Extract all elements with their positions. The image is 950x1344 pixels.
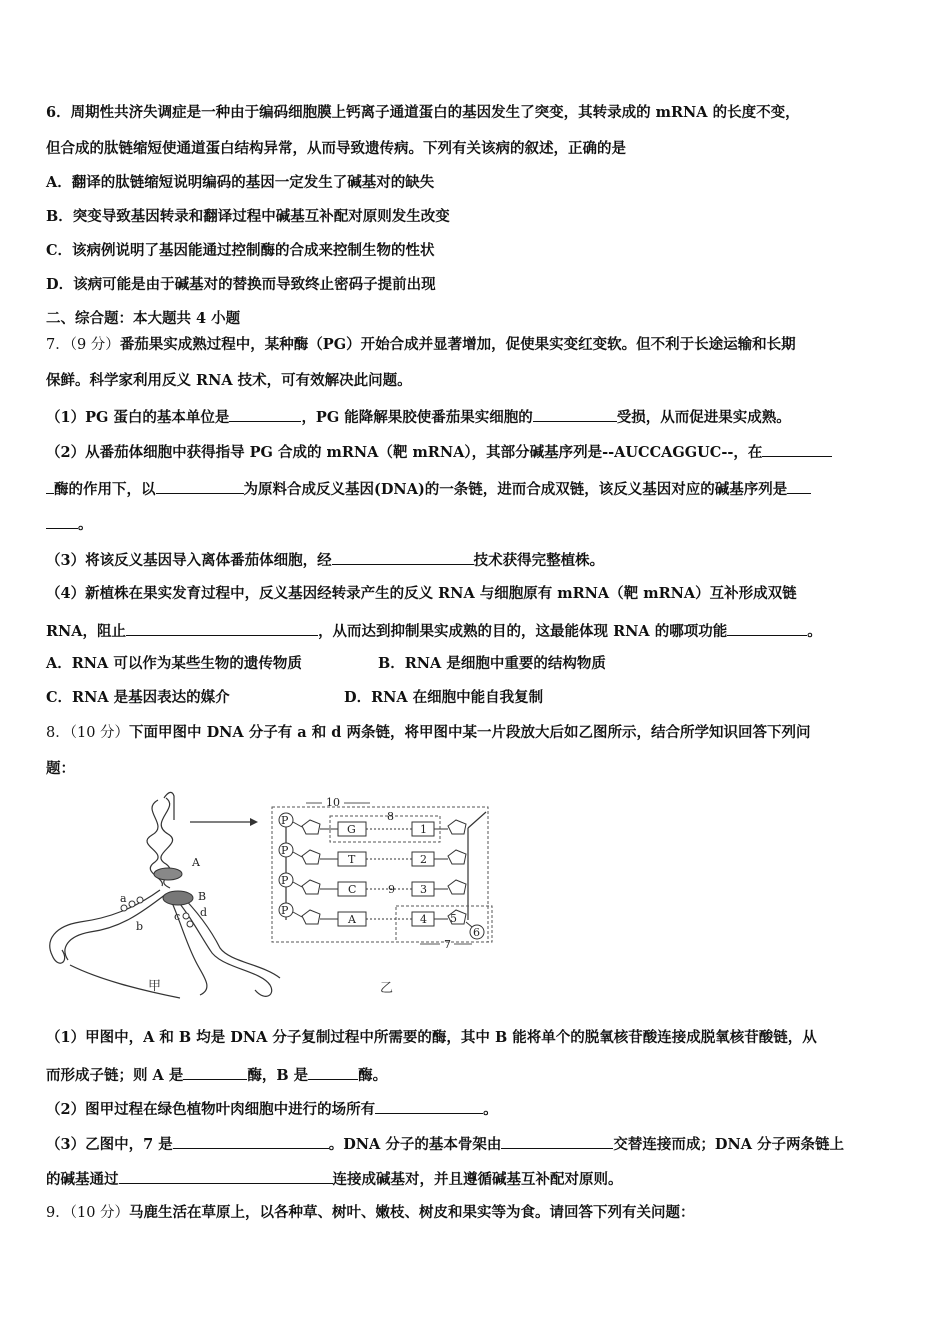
q7-part1: （1）PG 蛋白的基本单位是 ，PG 能降解果胶使番茄果实细胞的 受损，从而促进果实成熟。 — [46, 406, 791, 428]
label-c: c — [174, 910, 181, 923]
q6-option-a: A．翻译的肽链缩短说明编码的基因一定发生了碱基对的缺失 — [46, 174, 435, 191]
label-b: b — [136, 920, 144, 933]
label-d: d — [200, 906, 208, 919]
answer-blank[interactable] — [229, 406, 301, 422]
base-left-2: T — [348, 853, 356, 866]
q6-stem-line2: 但合成的肽链缩短使通道蛋白结构异常，从而导致遗传病。下列有关该病的叙述，正确的是 — [46, 140, 626, 157]
answer-blank[interactable] — [727, 620, 807, 636]
caption-yi: 乙 — [380, 981, 394, 996]
answer-blank[interactable] — [762, 441, 832, 457]
q8-part2: （2）图甲过程在绿色植物叶肉细胞中进行的场所有 。 — [46, 1098, 498, 1120]
q9-stem: 9．（10 分）马鹿生活在草原上，以各种草、树叶、嫩枝、树皮和果实等为食。请回答下列有关问题： — [46, 1204, 695, 1221]
svg-text:P: P — [281, 874, 289, 887]
label-7: 7 — [444, 938, 451, 951]
q7-stem-line1: 7．（9 分）番茄果实成熟过程中，某种酶（PG）开始合成并显著增加，促使果实变红变软。但不利于长途运输和长期 — [46, 336, 796, 353]
q7-stem-line2: 保鲜。科学家利用反义 RNA 技术，可有效解决此问题。 — [46, 372, 412, 389]
answer-blank[interactable] — [119, 1168, 333, 1184]
caption-jia: 甲 — [148, 979, 162, 994]
q8-part1-line1: （1）甲图中，A 和 B 均是 DNA 分子复制过程中所需要的酶，其中 B 能将单个的脱氧核苷酸连接成脱氧核苷酸链，从 — [46, 1029, 817, 1046]
q7-part2-line1: （2）从番茄体细胞中获得指导 PG 合成的 mRNA（靶 mRNA），其部分碱基序列是--AUCCAGGUC--，在 — [46, 441, 832, 463]
dna-ladder — [272, 796, 492, 951]
base-left-3: C — [348, 883, 357, 896]
answer-blank[interactable] — [308, 1064, 358, 1080]
answer-blank[interactable] — [156, 478, 244, 494]
q6-option-b: B．突变导致基因转录和翻译过程中碱基互补配对原则发生改变 — [46, 208, 450, 225]
label-B: B — [198, 890, 207, 903]
q7-option-c: C．RNA 是基因表达的媒介 — [46, 689, 230, 706]
answer-blank[interactable] — [46, 513, 78, 529]
q7-part4-line2: RNA，阻止 ，从而达到抑制果实成熟的目的，这最能体现 RNA 的哪项功能 。 — [46, 620, 822, 642]
phosphate-label: P — [281, 814, 289, 827]
q7-part4-line1: （4）新植株在果实发育过程中，反义基因经转录产生的反义 RNA 与细胞原有 mRNA（靶 mRNA）互补形成双链 — [46, 585, 797, 602]
q8-part3-line2: 的碱基通过 连接成碱基对，并且遵循碱基互补配对原则。 — [46, 1168, 623, 1190]
answer-blank[interactable] — [183, 1064, 247, 1080]
label-a: a — [120, 892, 127, 905]
q8-stem-line2: 题： — [46, 760, 75, 777]
answer-blank[interactable] — [375, 1098, 483, 1114]
enzyme-a-shape — [154, 868, 182, 880]
q7-part2-line3: 。 — [46, 513, 93, 535]
q6-stem-line1: 6．周期性共济失调症是一种由于编码细胞膜上钙离子通道蛋白的基因发生了突变，其转录成的 mRNA 的长度不变， — [46, 104, 800, 121]
svg-text:P: P — [281, 844, 289, 857]
enzyme-b-shape — [163, 891, 193, 905]
label-6: 6 — [473, 926, 480, 939]
answer-blank[interactable] — [173, 1133, 329, 1149]
label-A: A — [192, 856, 200, 869]
num-right-4: 4 — [420, 913, 427, 926]
base-left-4: A — [348, 913, 356, 926]
q7-part3: （3）将该反义基因导入离体番茄体细胞，经 技术获得完整植株。 — [46, 549, 604, 571]
section-heading: 二、综合题：本大题共 4 小题 — [46, 310, 241, 327]
num-right-3: 3 — [420, 883, 427, 896]
dna-figure-svg — [40, 790, 520, 1005]
answer-blank[interactable] — [332, 549, 474, 565]
q7-option-d: D．RNA 在细胞中能自我复制 — [344, 689, 544, 706]
q6-option-d: D．该病可能是由于碱基对的替换而导致终止密码子提前出现 — [46, 276, 436, 293]
answer-blank[interactable] — [126, 620, 318, 636]
answer-blank[interactable] — [787, 478, 811, 494]
answer-blank[interactable] — [533, 406, 617, 422]
svg-text:P: P — [281, 904, 289, 917]
label-9: 9 — [388, 883, 395, 896]
arrow-head — [250, 818, 258, 826]
q7-option-b: B．RNA 是细胞中重要的结构物质 — [378, 655, 606, 672]
base-left-1: G — [347, 823, 356, 836]
answer-blank[interactable] — [46, 478, 54, 494]
q7-part2-line2: 酶的作用下，以 为原料合成反义基因(DNA)的一条链，进而合成双链，该反义基因对应的碱基序列是 — [46, 478, 811, 500]
q7-option-a: A．RNA 可以作为某些生物的遗传物质 — [46, 655, 302, 672]
label-8: 8 — [387, 810, 394, 823]
label-10: 10 — [326, 796, 340, 809]
q8-part1-line2: 而形成子链；则 A 是 酶，B 是 酶。 — [46, 1064, 387, 1086]
num-right-2: 2 — [420, 853, 427, 866]
dna-figure — [40, 790, 520, 1005]
answer-blank[interactable] — [501, 1133, 613, 1149]
label-5: 5 — [450, 912, 457, 925]
q6-option-c: C．该病例说明了基因能通过控制酶的合成来控制生物的性状 — [46, 242, 435, 259]
q8-part3-line1: （3）乙图中，7 是 。DNA 分子的基本骨架由 交替连接而成；DNA 分子两条链上 — [46, 1133, 844, 1155]
q8-stem-line1: 8．（10 分）下面甲图中 DNA 分子有 a 和 d 两条链，将甲图中某一片段放大后如乙图所示，结合所学知识回答下列问 — [46, 724, 811, 741]
num-right-1: 1 — [420, 823, 427, 836]
